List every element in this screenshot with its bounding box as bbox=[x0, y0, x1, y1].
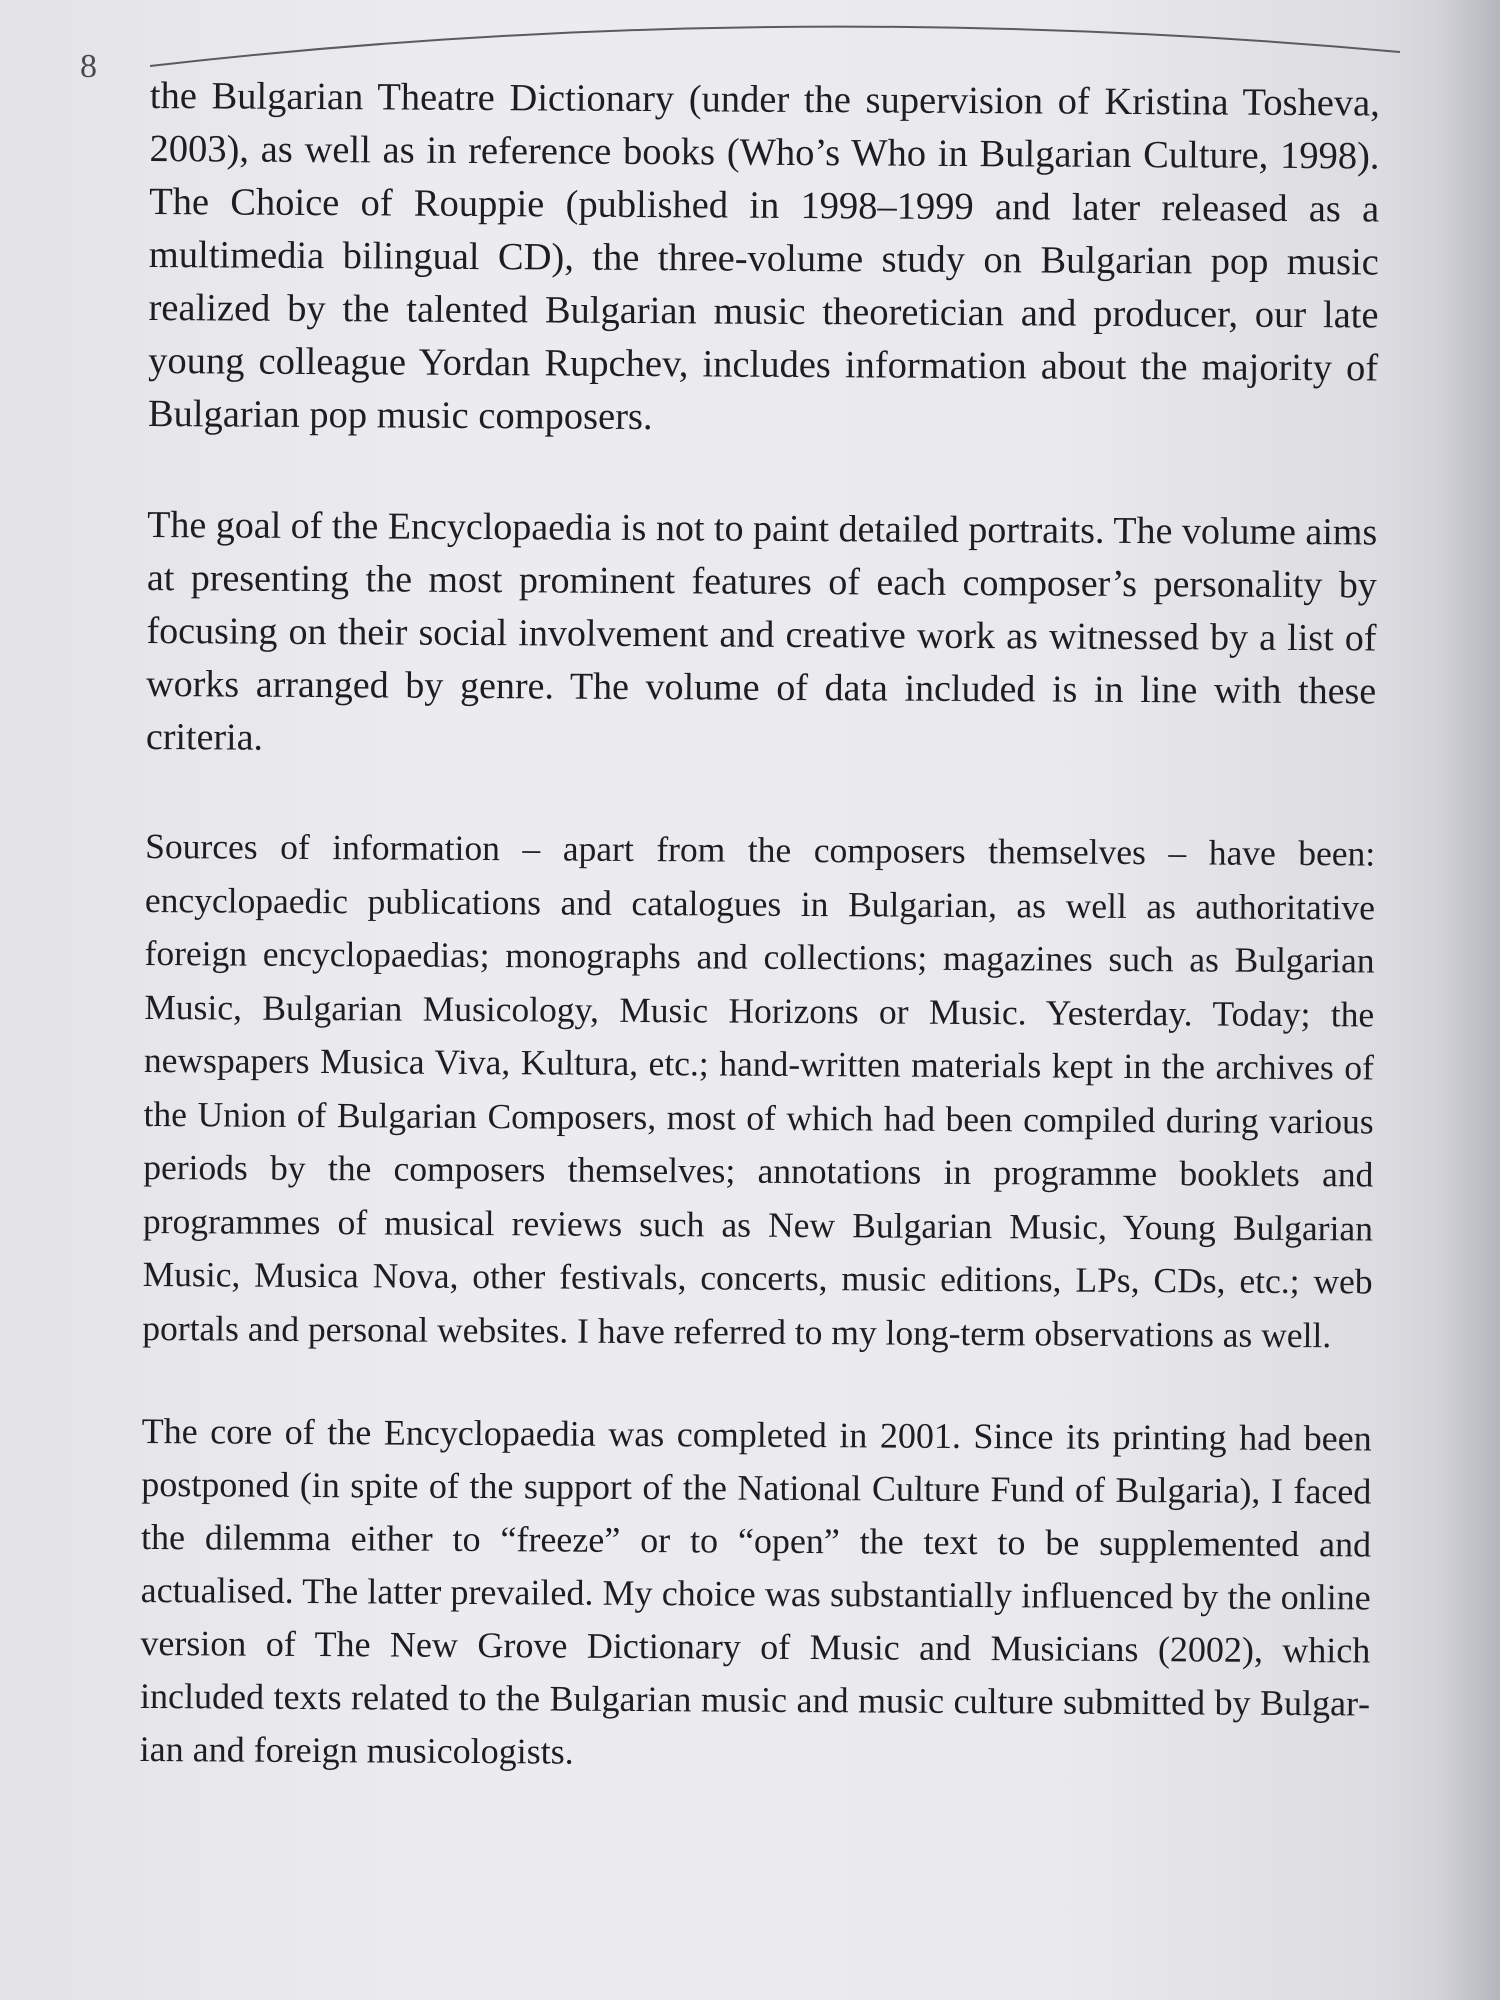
page-edge-shadow bbox=[1440, 0, 1500, 2000]
paragraph-4: The core of the Encyclopaedia was completed in 2001. Since its printing had been postponed (in spite of the support of the National Culture Fund of Bulgaria), I faced the dilemma either to “freeze” or to “open” the text to be supplemented and actualised. The latter prevailed. My choice was substantially influenced by the online version of The New Grove Dictionary of Music and Musicians (2002), which included texts related to the Bulgarian music and music culture submitted by Bulgarian and foreign musicologists. bbox=[139, 1410, 1372, 1772]
page-number: 8 bbox=[80, 48, 97, 85]
paragraph-1: the Bulgarian Theatre Dictionary (under the supervision of Kristina Tosheva, 2003), as well as in reference books (Who’s Who in Bulgarian Culture, 1998). The Choice of Rouppie (published in 1998–1999 and later released as a multimedia bilingual CD), the three-volume study on Bulgarian pop music realized by the talented Bulgarian music theoretician and producer, our late young colleague Yordan Rupchev, includes information about the majority of Bulgarian pop music composers. bbox=[147, 74, 1380, 439]
body-text bbox=[139, 70, 1380, 1833]
paragraph-2: The goal of the Encyclopaedia is not to paint detailed portraits. The volume aims at presenting the most prominent features of each composer’s personality by focusing on their social involvement and creative work as witnessed by a list of works arranged by genre. The volume of data included is in line with these criteria. bbox=[145, 503, 1378, 759]
paragraph-3: Sources of information – apart from the composers themselves – have been: encyclopaedic publications and catalogues in Bulgarian, as well as authoritative foreign encyclopaedias; monographs and collections; magazines such as Bulgarian Music, Bulgarian Musicology, Music Horizons or Music. Yesterday. Today; the newspapers Musica Viva, Kultura, etc.; hand-written materials kept in the archives of the Union of Bulgarian Composers, most of which had been compiled during various periods by the composers themselves; annotations in programme booklets and programmes of musical reviews such as New Bulgarian Music, Young Bulgarian Music, Musica Nova, other festivals, concerts, music editions, LPs, CDs, etc.; web portals and personal websites. I have referred to my long-term observations as well. bbox=[142, 825, 1376, 1355]
